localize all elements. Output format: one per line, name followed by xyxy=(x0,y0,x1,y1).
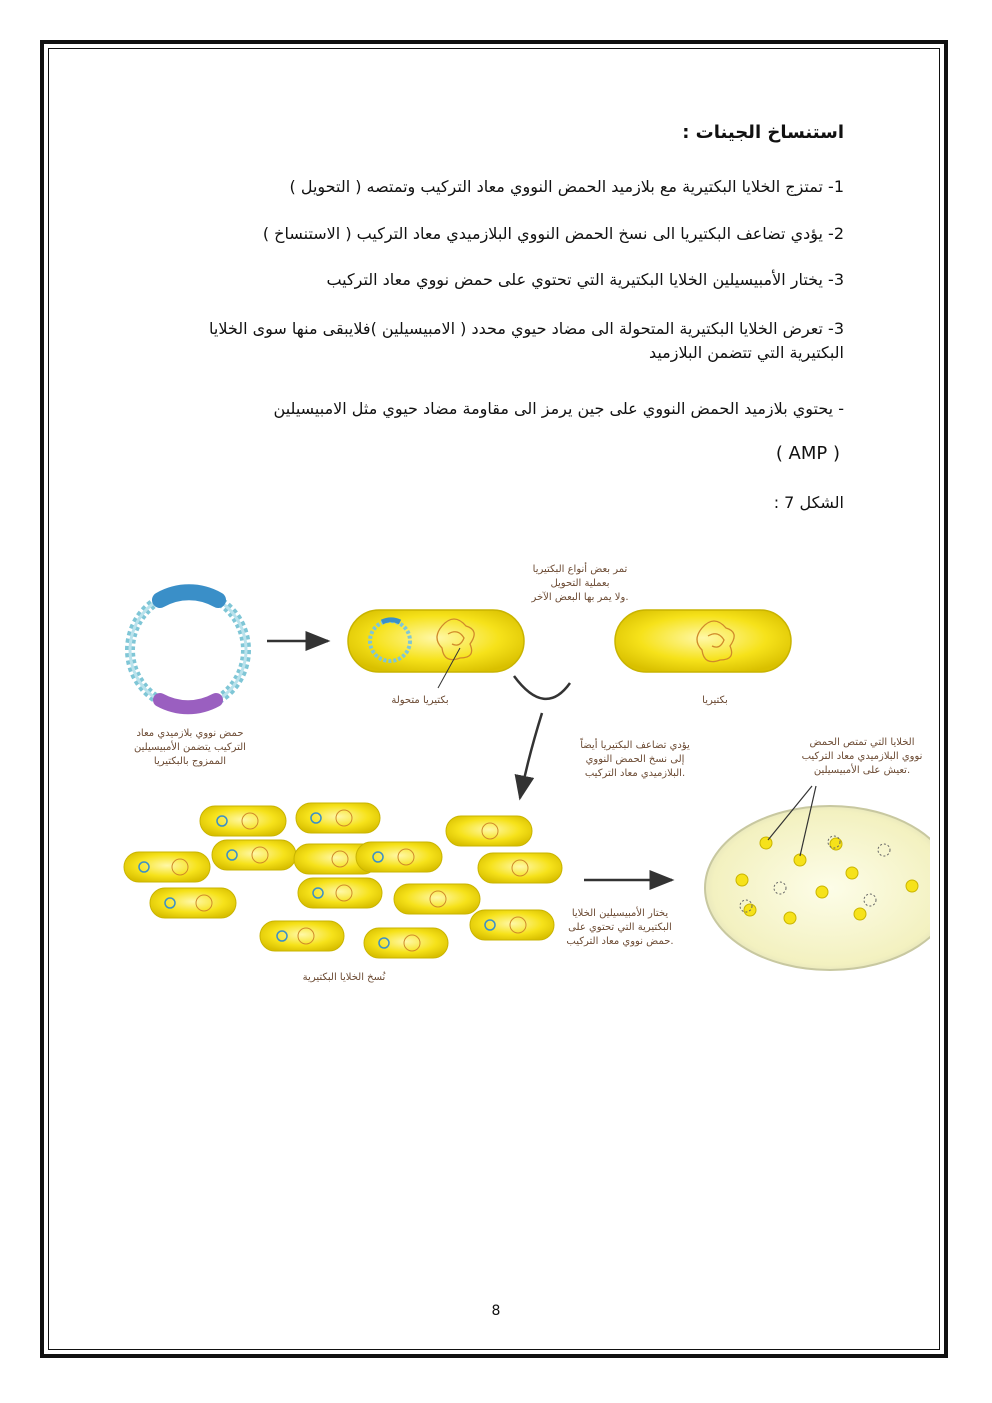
survivors-note-3: تعيش على الأمبيسيلين. xyxy=(813,765,911,776)
plasmid-desc-line-3: الممزوج بالبكتيريا xyxy=(153,756,227,767)
transformation-note-1: تمر بعض أنواع البكتيريا xyxy=(532,564,628,575)
transformed-bacterium xyxy=(348,610,524,672)
amp-gene-band xyxy=(160,592,218,600)
amp-line: ( AMP ) xyxy=(775,443,840,464)
section-title: استنساخ الجينات : xyxy=(682,122,844,143)
replication-note-1: يؤدي تضاعف البكتيريا أيضاً xyxy=(580,740,690,751)
inserted-gene-band xyxy=(160,700,216,707)
arrow-to-replication xyxy=(520,713,542,798)
selection-note-3: حمض نووي معاد التركيب. xyxy=(566,936,674,947)
amp-label: AMP xyxy=(172,605,206,620)
replication-note-3: البلازميدي معاد التركيب. xyxy=(584,768,686,779)
survivors-note-1: الخلايا التي تمتص الحمض xyxy=(809,737,915,748)
paragraph-5: - يحتوي بلازميد الحمض النووي على جين يرمز الى مقاومة مضاد حيوي مثل الامبيسيلين xyxy=(273,399,844,418)
replication-note-2: إلى نسخ الحمض النووي xyxy=(585,754,685,765)
paragraph-1: 1- تمتزج الخلايا البكتيرية مع بلازميد الحمض النووي معاد التركيب وتمتصه ( التحويل ) xyxy=(289,177,844,196)
bacterium xyxy=(615,610,791,672)
transformation-note-2: بعملية التحويل xyxy=(550,578,610,589)
transformed-label: بكتيريا متحولة xyxy=(391,695,449,706)
petri-dish xyxy=(705,806,930,970)
plasmid-diagram xyxy=(130,592,246,708)
plasmid-desc-line-1: حمض نووي بلازميدي معاد xyxy=(136,728,244,739)
bacteria-copies xyxy=(124,803,562,958)
survivors-note-2: نووي البلازميدي معاد التركيب xyxy=(801,751,923,762)
copies-label: نُسخ الخلايا البكتيرية xyxy=(302,972,386,983)
bacterium-label: بكتيريا xyxy=(702,695,728,706)
figure-caption: الشكل 7 : xyxy=(773,493,844,512)
paragraph-4: 3- تعرض الخلايا البكتيرية المتحولة الى مضاد حيوي محدد ( الامبيسيلين )فلايبقى منها سوى الخلايا البكتيرية التي تتضمن البلازميد xyxy=(209,319,844,362)
paragraph-2: 2- يؤدي تضاعف البكتيريا الى نسخ الحمض النووي البلازميدي معاد التركيب ( الاستنساخ ) xyxy=(262,224,844,243)
paragraph-3: 3- يختار الأمبيسيلين الخلايا البكتيرية التي تحتوي على حمض نووي معاد التركيب xyxy=(326,270,844,289)
selection-note-1: يختار الأمبيسيلين الخلايا xyxy=(571,908,669,919)
page-number: 8 xyxy=(491,1303,501,1319)
plasmid-desc-line-2: التركيب يتضمن الأمبيسيلين xyxy=(134,742,246,753)
transformation-note-3: ولا يمر بها البعض الآخر. xyxy=(531,592,629,603)
gene-cloning-figure xyxy=(100,548,930,1018)
selection-note-2: البكتيرية التي تحتوي على xyxy=(568,922,672,933)
